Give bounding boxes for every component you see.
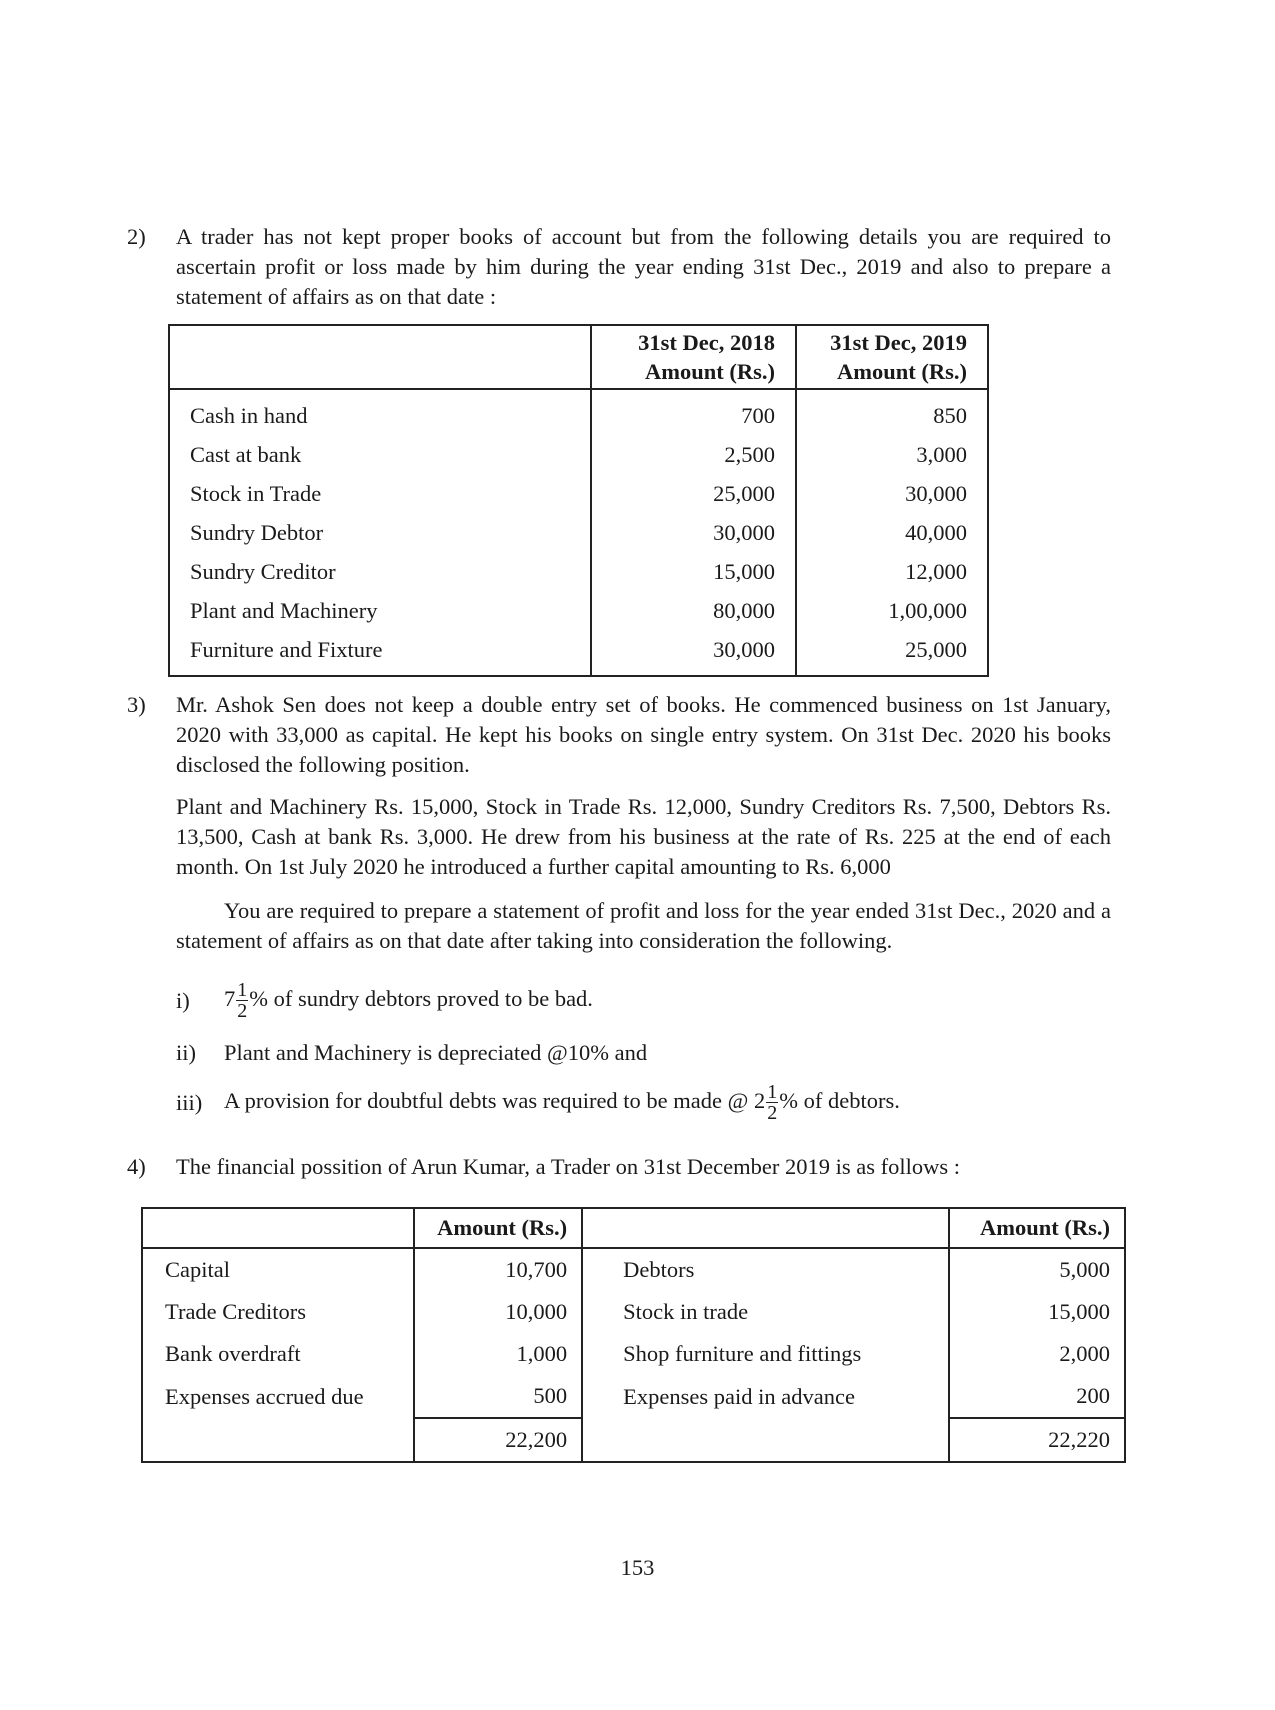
question-2-text: A trader has not kept proper books of account but from the following details you are required to ascertain profit or loss made by him during the year ending 31st Dec., 2019 and also to prepare a statement of affairs as on that date : — [176, 224, 1111, 309]
table-row — [142, 1248, 1125, 1291]
liability-amount: 500 — [414, 1375, 582, 1418]
fraction-numerator: 1 — [767, 1081, 778, 1104]
table-header-blank-right — [582, 1208, 949, 1248]
row-label: Stock in Trade — [169, 474, 591, 513]
header-2018-date: 31st Dec, 2018 — [638, 330, 775, 355]
header-2019-amount: Amount (Rs.) — [836, 359, 967, 384]
fraction-denominator: 2 — [237, 1000, 248, 1023]
liability-amount: 1,000 — [414, 1333, 582, 1375]
table-row — [169, 591, 988, 630]
row-amount-2018: 15,000 — [591, 552, 796, 591]
total-blank-left — [142, 1418, 414, 1462]
row-label: Plant and Machinery — [169, 591, 591, 630]
row-amount-2018: 30,000 — [591, 630, 796, 676]
liabilities-total: 22,200 — [414, 1418, 582, 1462]
table-row — [169, 435, 988, 474]
sub-item-iii-text-after: % of debtors. — [779, 1088, 900, 1113]
sub-item-iii — [224, 1079, 900, 1123]
sub-item-ii-text: Plant and Machinery is depreciated @10% and — [224, 1040, 648, 1065]
row-label: Furniture and Fixture — [169, 630, 591, 676]
q2-balances-table — [168, 324, 989, 677]
row-amount-2018: 2,500 — [591, 435, 796, 474]
table-header-2019 — [796, 325, 988, 389]
table-header-right-amount: Amount (Rs.) — [979, 1215, 1110, 1240]
liability-label: Trade Creditors — [142, 1291, 414, 1333]
liability-amount: 10,000 — [414, 1291, 582, 1333]
table-header-row — [142, 1208, 1125, 1248]
asset-amount: 5,000 — [1059, 1257, 1110, 1282]
q4-financial-position-table — [141, 1207, 1126, 1463]
assets-total: 22,220 — [949, 1418, 1125, 1462]
sub-item-iii-whole: 2 — [754, 1088, 766, 1113]
asset-label: Stock in trade — [582, 1291, 949, 1333]
sub-item-i — [224, 977, 593, 1021]
row-label: Sundry Creditor — [169, 552, 591, 591]
row-label: Cast at bank — [169, 435, 591, 474]
fraction-one-half — [766, 1082, 778, 1123]
liability-amount: 10,700 — [414, 1248, 582, 1291]
liability-label: Expenses accrued due — [142, 1375, 414, 1418]
table-row — [142, 1375, 1125, 1418]
page-number: 153 — [620, 1555, 655, 1580]
asset-label: Shop furniture and fittings — [582, 1333, 949, 1375]
row-amount-2018: 30,000 — [591, 513, 796, 552]
table-total-row — [142, 1418, 1125, 1462]
row-amount-2018: 80,000 — [591, 591, 796, 630]
table-row — [142, 1333, 1125, 1375]
table-row — [169, 389, 988, 435]
sub-item-iii-text-before: A provision for doubtful debts was required to be made @ — [224, 1088, 754, 1113]
header-2018-amount: Amount (Rs.) — [644, 359, 775, 384]
question-3-para-1: Mr. Ashok Sen does not keep a double entry set of books. He commenced business on 1st January, 2020 with 33,000 as capital. He kept his books on single entry system. On 31st Dec. 2020 his books disclosed the following position. — [176, 692, 1111, 777]
table-row — [169, 513, 988, 552]
asset-amount: 15,000 — [1048, 1299, 1110, 1324]
table-row — [142, 1291, 1125, 1333]
question-3-para-3: You are required to prepare a statement of profit and loss for the year ended 31st Dec., 2020 and a statement of affairs as on that date after taking into consideration the following. — [176, 898, 1111, 953]
row-label: Cash in hand — [169, 389, 591, 435]
table-header-left-amount: Amount (Rs.) — [414, 1208, 582, 1248]
row-amount-2019: 1,00,000 — [888, 597, 967, 623]
liability-label: Bank overdraft — [142, 1333, 414, 1375]
row-amount-2019: 25,000 — [905, 636, 967, 662]
table-row — [169, 630, 988, 676]
asset-label: Expenses paid in advance — [582, 1375, 949, 1418]
row-amount-2019: 40,000 — [905, 519, 967, 545]
fraction-numerator: 1 — [237, 979, 248, 1002]
table-header-blank — [169, 325, 591, 389]
table-header-row — [169, 325, 988, 389]
header-2019-date: 31st Dec, 2019 — [830, 330, 967, 355]
asset-label: Debtors — [582, 1248, 949, 1291]
total-blank-right — [582, 1418, 949, 1462]
fraction-denominator: 2 — [767, 1102, 778, 1125]
asset-amount: 200 — [1076, 1383, 1110, 1408]
table-header-blank-left — [142, 1208, 414, 1248]
table-header-2018 — [591, 325, 796, 389]
row-amount-2018: 700 — [591, 389, 796, 435]
row-amount-2019: 3,000 — [916, 441, 967, 467]
table-row — [169, 552, 988, 591]
sub-item-ii-number: ii) — [176, 1040, 196, 1065]
question-number-3: 3) — [127, 692, 146, 717]
sub-item-i-text: % of sundry debtors proved to be bad. — [249, 986, 593, 1011]
sub-item-i-whole: 7 — [224, 986, 236, 1011]
sub-item-iii-number: iii) — [176, 1090, 203, 1115]
row-amount-2018: 25,000 — [591, 474, 796, 513]
question-4-text: The financial possition of Arun Kumar, a Trader on 31st December 2019 is as follows : — [176, 1154, 960, 1179]
liability-label: Capital — [142, 1248, 414, 1291]
row-amount-2019: 12,000 — [905, 558, 967, 584]
fraction-one-half — [236, 980, 248, 1021]
table-row — [169, 474, 988, 513]
question-3-para-2: Plant and Machinery Rs. 15,000, Stock in Trade Rs. 12,000, Sundry Creditors Rs. 7,500, Debtors Rs. 13,500, Cash at bank Rs. 3,000. He drew from his business at the rate of Rs. 225 at the end of each month. On 1st July 2020 he introduced a further capital amounting to Rs. 6,000 — [176, 794, 1111, 879]
row-amount-2019: 850 — [933, 402, 967, 428]
row-label: Sundry Debtor — [169, 513, 591, 552]
row-amount-2019: 30,000 — [905, 480, 967, 506]
sub-item-i-number: i) — [176, 988, 190, 1013]
question-number-2: 2) — [127, 224, 146, 249]
question-number-4: 4) — [127, 1154, 146, 1179]
asset-amount: 2,000 — [1059, 1341, 1110, 1366]
